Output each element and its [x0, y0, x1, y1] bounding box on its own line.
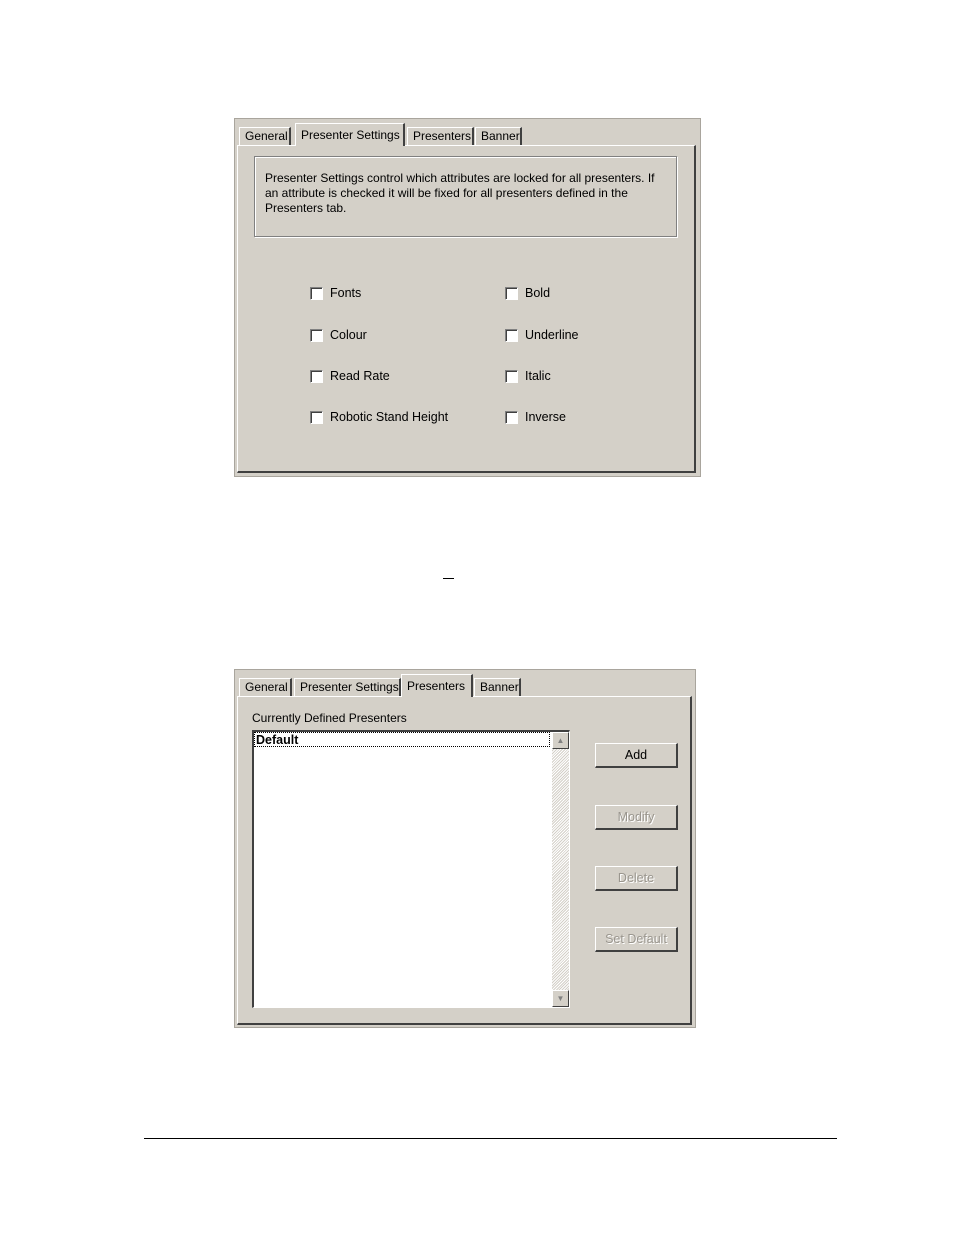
inverse-checkbox-box[interactable] — [505, 411, 518, 424]
robotic-stand-height-label: Robotic Stand Height — [330, 410, 449, 424]
presenters-list-label: Currently Defined Presenters — [252, 711, 407, 725]
add-button[interactable]: Add — [595, 743, 678, 768]
tab-panel — [237, 696, 692, 1025]
tab-presenters[interactable]: Presenters — [401, 674, 473, 697]
presenters-listbox[interactable] — [252, 730, 570, 1008]
italic-checkbox[interactable] — [505, 369, 551, 383]
tab-panel — [237, 145, 696, 473]
colour-checkbox-box[interactable] — [310, 329, 323, 342]
read-rate-checkbox[interactable] — [310, 369, 390, 383]
scroll-up-arrow-icon[interactable]: ▲ — [552, 732, 569, 749]
bold-checkbox-box[interactable] — [505, 287, 518, 300]
colour-label: Colour — [330, 328, 367, 342]
presenters-dialog — [234, 669, 696, 1028]
underline-checkbox[interactable] — [505, 328, 579, 342]
tab-presenter-settings[interactable]: Presenter Settings — [294, 678, 401, 696]
fonts-checkbox-box[interactable] — [310, 287, 323, 300]
tab-banner[interactable]: Banner — [475, 127, 522, 145]
scroll-down-arrow-icon[interactable]: ▼ — [552, 990, 569, 1007]
tab-general[interactable]: General — [239, 127, 291, 145]
fonts-checkbox[interactable] — [310, 286, 361, 300]
description-box — [254, 156, 677, 237]
inverse-label: Inverse — [525, 410, 566, 424]
colour-checkbox[interactable] — [310, 328, 367, 342]
tab-general[interactable]: General — [239, 678, 292, 696]
tab-presenter-settings[interactable]: Presenter Settings — [295, 123, 405, 146]
set-default-button[interactable]: Set Default — [595, 927, 678, 952]
read-rate-checkbox-box[interactable] — [310, 370, 323, 383]
robotic-stand-height-checkbox[interactable] — [310, 410, 448, 424]
underline-label: Underline — [525, 328, 579, 342]
inverse-checkbox[interactable] — [505, 410, 566, 424]
text-underline-mark — [443, 578, 454, 579]
italic-label: Italic — [525, 369, 551, 383]
bold-label: Bold — [525, 286, 551, 300]
presenter-settings-dialog — [234, 118, 701, 477]
vertical-scrollbar[interactable] — [552, 732, 569, 1007]
underline-checkbox-box[interactable] — [505, 329, 518, 342]
tab-presenters[interactable]: Presenters — [407, 127, 474, 145]
description-text: Presenter Settings control which attributes are locked for all presenters. If an attribute is checked it will be fixed for all presenters defined in the Presenters tab. — [265, 171, 655, 215]
footer-divider — [144, 1138, 837, 1139]
robotic-stand-height-checkbox-box[interactable] — [310, 411, 323, 424]
bold-checkbox[interactable] — [505, 286, 550, 300]
delete-button[interactable]: Delete — [595, 866, 678, 891]
italic-checkbox-box[interactable] — [505, 370, 518, 383]
tab-banner[interactable]: Banner — [474, 678, 521, 696]
list-item[interactable]: Default — [254, 732, 550, 747]
read-rate-label: Read Rate — [330, 369, 390, 383]
fonts-label: Fonts — [330, 286, 362, 300]
modify-button[interactable]: Modify — [595, 805, 678, 830]
